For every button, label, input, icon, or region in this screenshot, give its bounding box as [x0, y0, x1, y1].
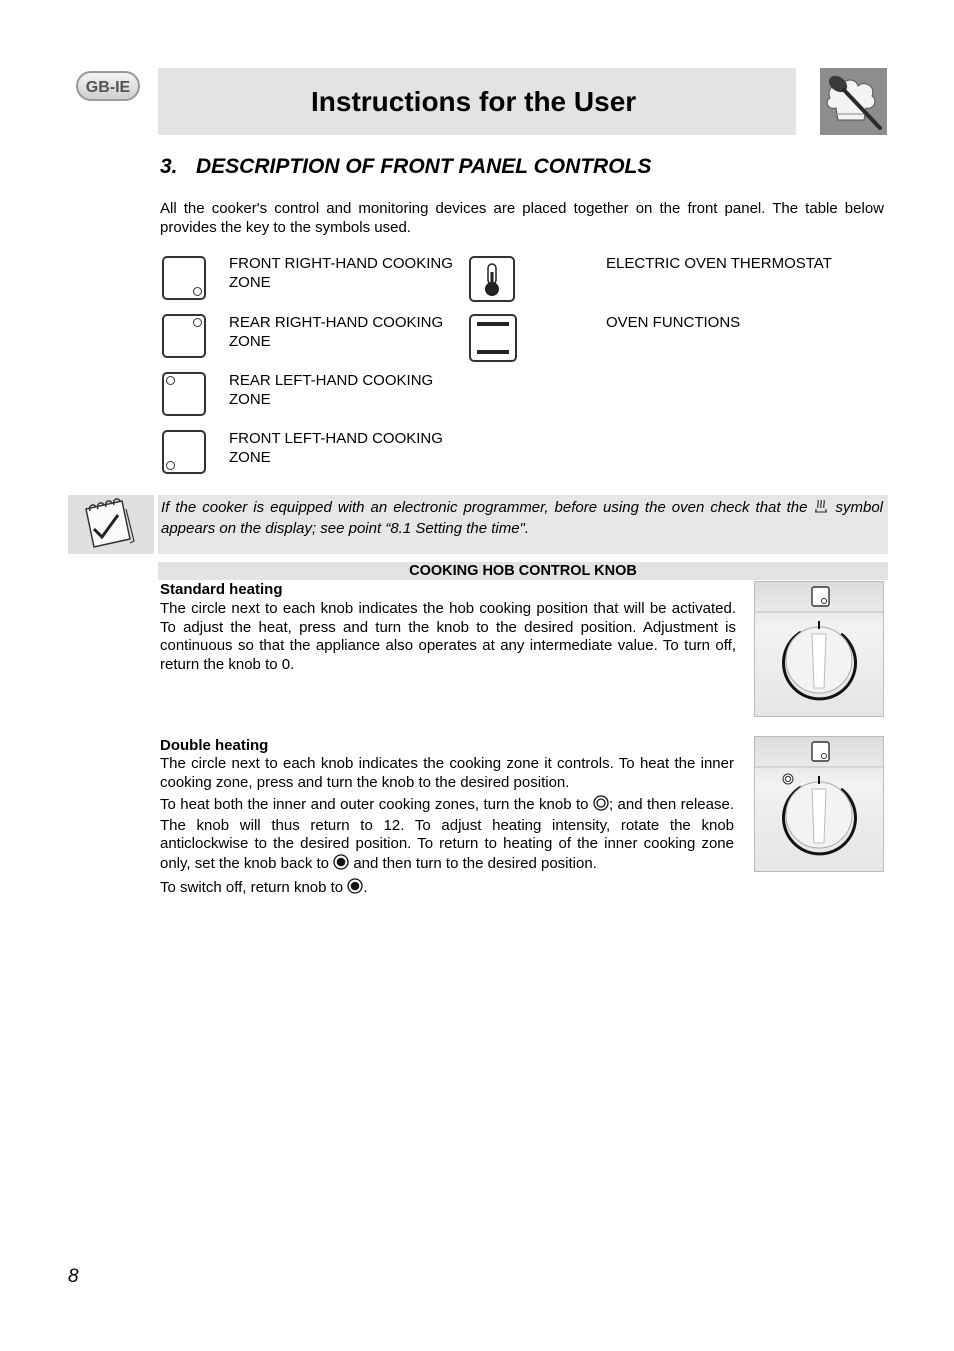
double-heating-text-1: The circle next to each knob indicates the cooking zone it controls. To heat the inner cooking zone, press and turn the knob to the desired position. [160, 755, 734, 791]
label-front-left-zone: FRONT LEFT-HAND COOKING ZONE [229, 430, 443, 466]
inner-zone-icon [333, 854, 349, 876]
page-number: 8 [68, 1266, 79, 1287]
label-rear-right-zone: REAR RIGHT-HAND COOKING ZONE [229, 314, 444, 350]
intro-paragraph: All the cooker's control and monitoring devices are placed together on the front panel. The table below provides the key to the symbols used. [160, 200, 884, 236]
front-left-zone-icon [162, 430, 206, 474]
section-heading: DESCRIPTION OF FRONT PANEL CONTROLS [196, 155, 652, 178]
label-front-right-zone: FRONT RIGHT-HAND COOKING ZONE [229, 255, 453, 291]
rear-left-zone-icon [162, 372, 206, 416]
double-heating-text-2b: ; and then release. The knob will thus return to 12. To adjust heating intensity, rotate the knob anticlockwise to the desired position. To return to heating of the inner cooking zone only, set the knob back to [160, 796, 734, 872]
switch-off-icon [347, 878, 363, 900]
double-heating-text-3 [160, 878, 734, 900]
region-badge: GB-IE [76, 71, 140, 101]
note-pad-check-icon [68, 495, 154, 554]
double-heating-text-2a: To heat both the inner and outer cooking zones, turn the knob to [160, 796, 589, 813]
note-text [161, 498, 883, 538]
standard-knob-image [754, 581, 884, 717]
page-title: Instructions for the User [311, 86, 637, 117]
standard-heating-heading: Standard heating [160, 581, 283, 598]
double-heating-text-3b: . [363, 879, 368, 896]
note-text-part2: symbol appears on the display; see point “8.1 Setting the time". [161, 499, 884, 537]
chef-hat-spoon-icon [820, 68, 887, 135]
rear-right-zone-icon [162, 314, 206, 358]
double-ring-icon [593, 795, 609, 817]
front-right-zone-icon [162, 256, 206, 300]
standard-heating-text: The circle next to each knob indicates the hob cooking position that will be activated. To adjust the heat, press and turn the knob to the desired position. Adjustment is continuous so that the appliance also operates at any intermediate value. To turn off, return the knob to 0. [160, 600, 736, 673]
note-text-part1: If the cooker is equipped with an electronic programmer, before using the oven check that the [161, 499, 808, 516]
label-oven-functions: OVEN FUNCTIONS [606, 314, 741, 331]
section-title [160, 155, 651, 179]
section-number: 3. [160, 155, 178, 178]
clock-setting-icon [813, 498, 829, 519]
double-heating-text-2 [160, 795, 734, 875]
hob-section-title: COOKING HOB CONTROL KNOB [409, 563, 637, 579]
double-heating-text [160, 755, 734, 900]
label-rear-left-zone: REAR LEFT-HAND COOKING ZONE [229, 372, 434, 408]
double-heating-text-3a: To switch off, return knob to [160, 879, 344, 896]
double-heating-text-2c: and then turn to the desired position. [353, 854, 597, 872]
thermometer-icon [469, 256, 515, 302]
label-oven-thermostat: ELECTRIC OVEN THERMOSTAT [606, 255, 832, 272]
oven-functions-icon [469, 314, 517, 362]
double-knob-image [754, 736, 884, 872]
double-heating-heading: Double heating [160, 737, 269, 754]
